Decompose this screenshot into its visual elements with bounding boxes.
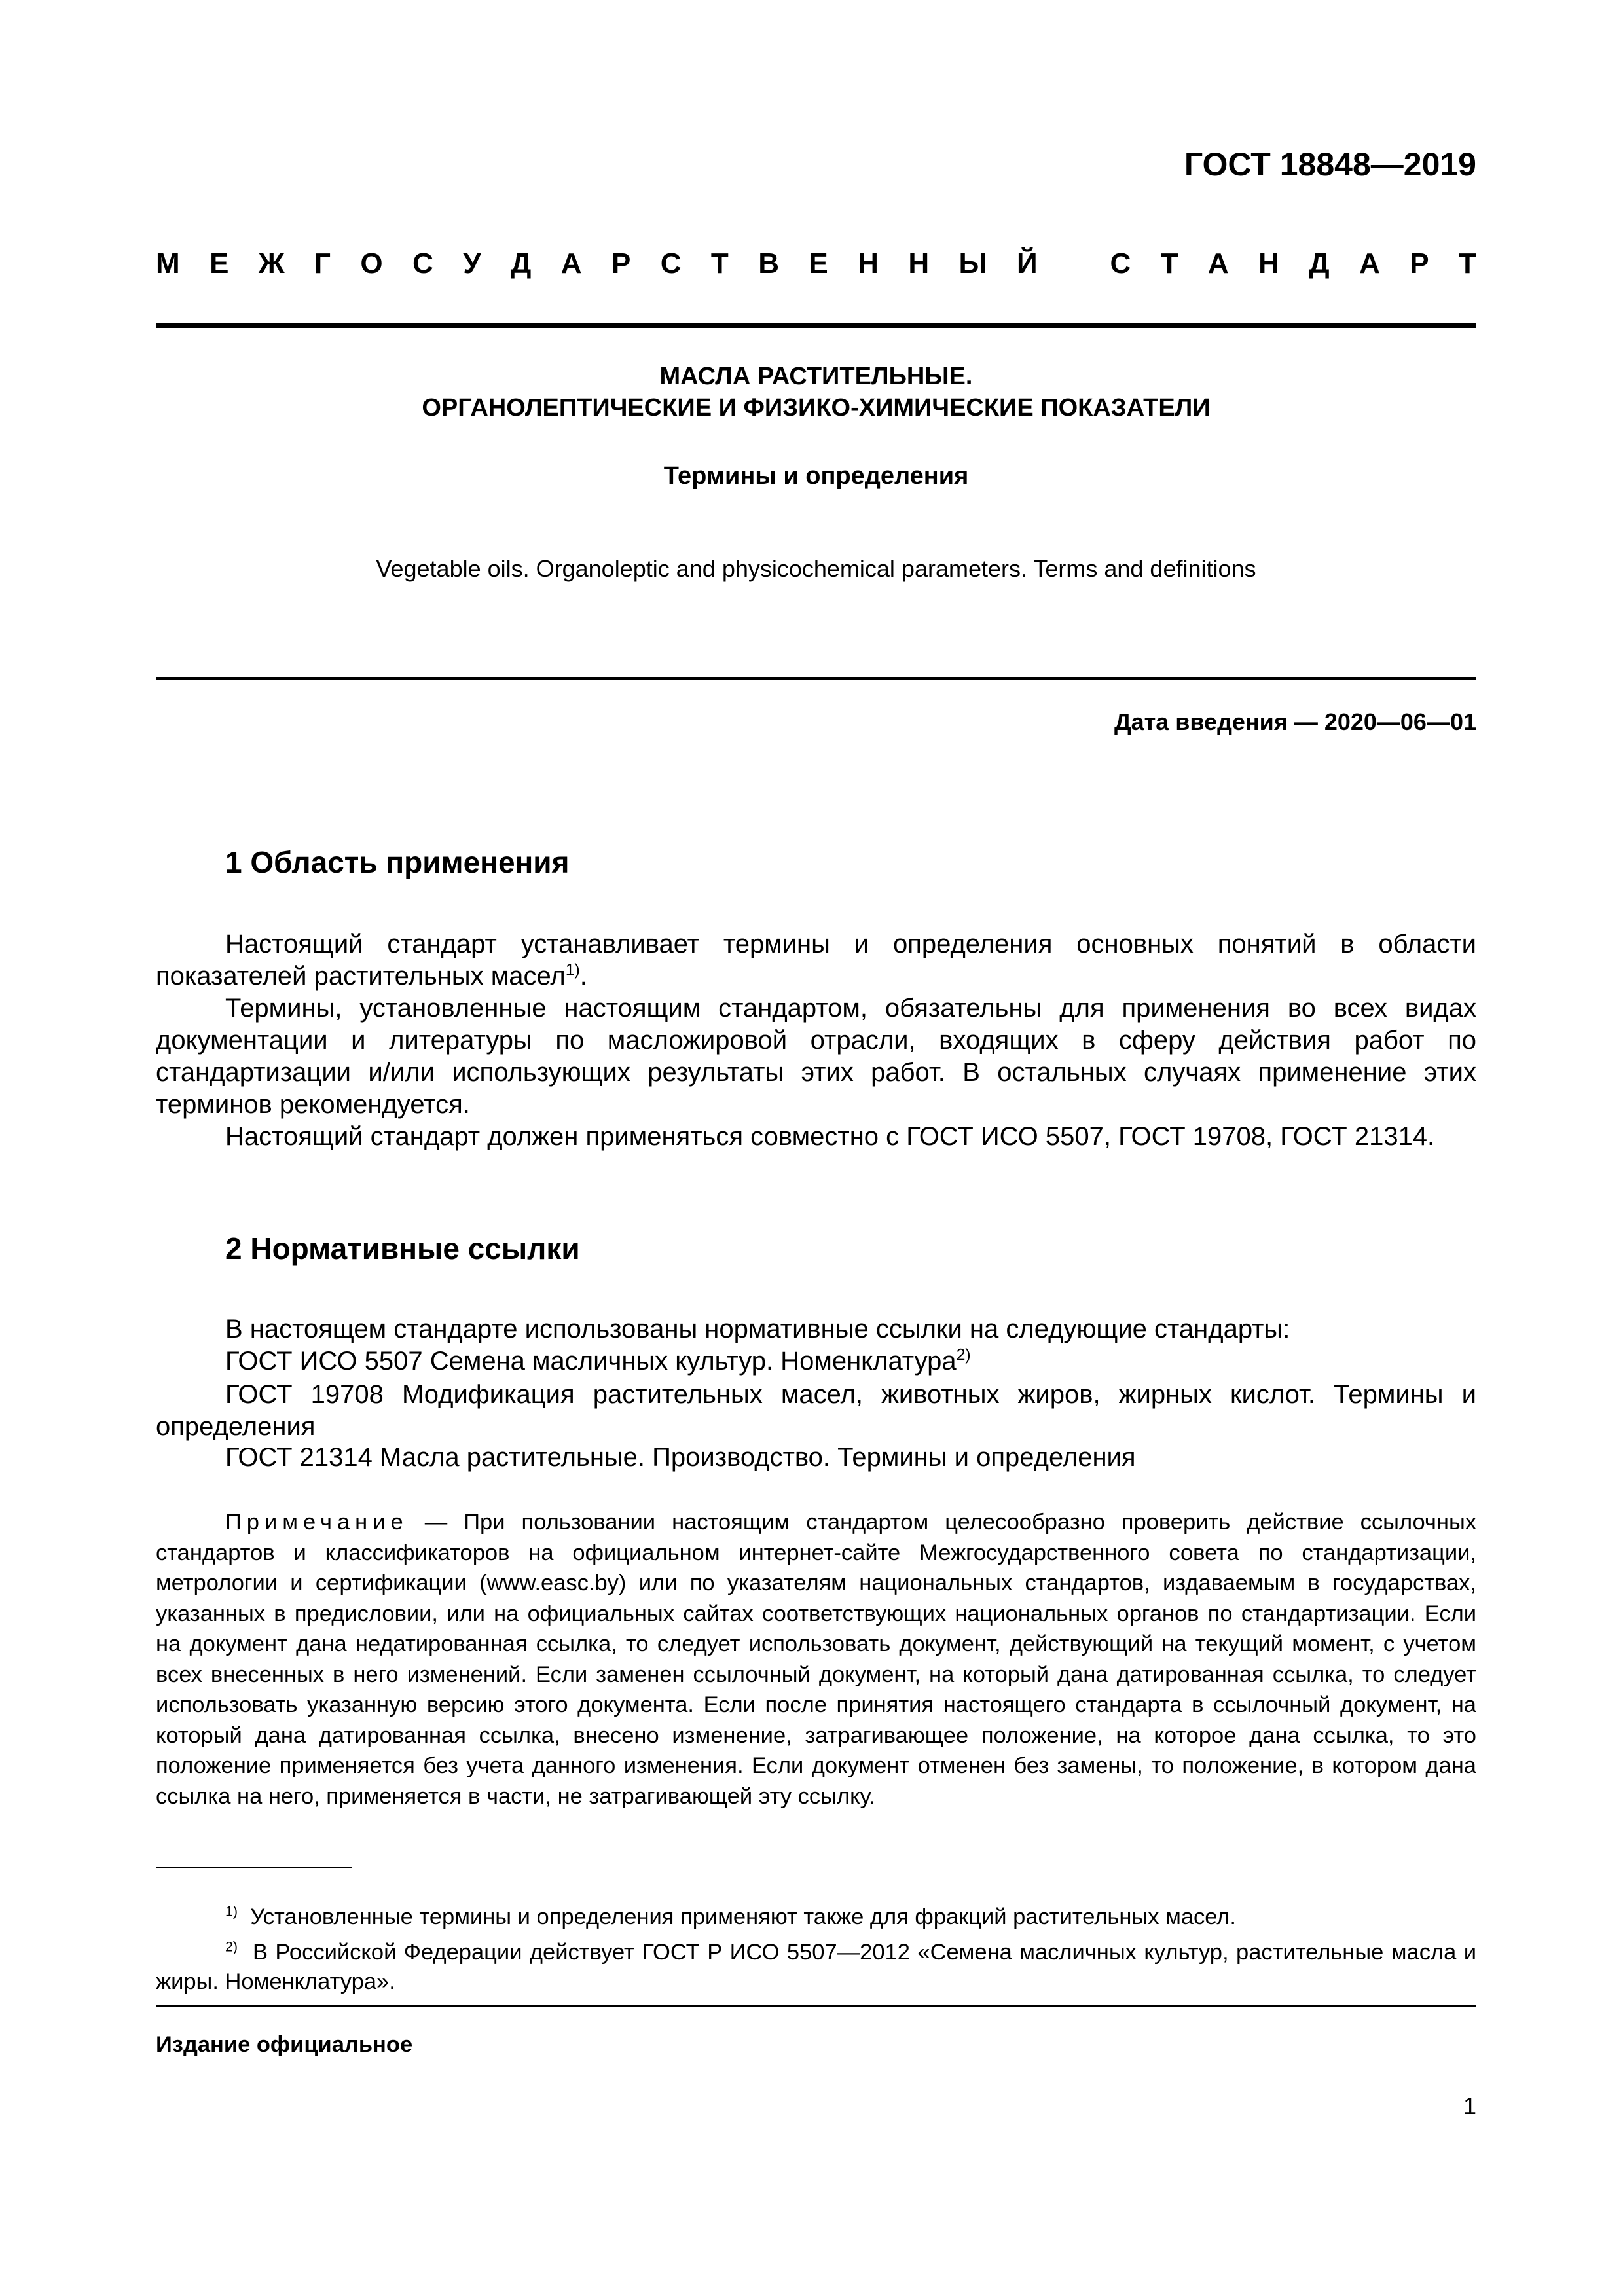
- banner-letter: С: [412, 247, 433, 280]
- title-line-2: ОРГАНОЛЕПТИЧЕСКИЕ И ФИЗИКО-ХИМИЧЕСКИЕ ПОКАЗАТЕЛИ: [422, 394, 1211, 422]
- banner-letter: [1067, 247, 1080, 280]
- banner-letter: Г: [314, 247, 331, 280]
- interstate-standard-banner: [156, 247, 1476, 280]
- banner-letter: В: [758, 247, 779, 280]
- footer-rule: [156, 2005, 1476, 2007]
- title-rule: [156, 677, 1476, 680]
- banner-letter: У: [463, 247, 481, 280]
- banner-letter: С: [660, 247, 682, 280]
- note-label: Примечание: [225, 1510, 409, 1535]
- banner-letter: Р: [611, 247, 631, 280]
- reference-2-text: ГОСТ 19708 Модификация растительных масел, животных жиров, жирных кислот. Термины и определения: [156, 1380, 1476, 1441]
- banner-letter: Т: [1459, 247, 1476, 280]
- section-1-paragraph-1: [156, 928, 1476, 993]
- footnote-separator: [156, 1867, 352, 1868]
- banner-letter: Н: [858, 247, 879, 280]
- reference-1-text: ГОСТ ИСО 5507 Семена масличных культур. Номенклатура: [225, 1347, 957, 1376]
- section-1-heading: 1 Область применения: [225, 845, 570, 879]
- banner-letter: Р: [1410, 247, 1429, 280]
- footnote-2-mark: 2): [225, 1939, 238, 1955]
- banner-letter: Д: [1309, 247, 1330, 280]
- banner-letter: Е: [809, 247, 828, 280]
- reference-3: ГОСТ 21314 Масла растительные. Производство. Термины и определения: [225, 1443, 1136, 1472]
- header-rule: [156, 323, 1476, 328]
- official-edition-label: Издание официальное: [156, 2032, 413, 2057]
- reference-2: [156, 1379, 1476, 1443]
- section-2-intro: В настоящем стандарте использованы нормативные ссылки на следующие стандарты:: [225, 1315, 1290, 1343]
- document-id: ГОСТ 18848—2019: [1184, 146, 1476, 183]
- banner-letter: А: [560, 247, 582, 280]
- footnote-2: [156, 1938, 1476, 1997]
- title-line-1: МАСЛА РАСТИТЕЛЬНЫЕ.: [659, 363, 973, 390]
- banner-letter: Ы: [958, 247, 987, 280]
- banner-letter: Й: [1017, 247, 1038, 280]
- section-1-paragraph-3: [156, 1121, 1476, 1153]
- banner-letter: С: [1110, 247, 1131, 280]
- banner-letter: Д: [510, 247, 532, 280]
- banner-letter: А: [1359, 247, 1380, 280]
- section-1-paragraph-2: [156, 993, 1476, 1121]
- page-number: 1: [1463, 2092, 1476, 2119]
- banner-letter: Е: [210, 247, 229, 280]
- footnote-ref-1: 1): [565, 961, 580, 979]
- note-text: — При пользовании настоящим стандартом целесообразно проверить действие ссылочных стандартов и классификаторов на официальном интернет-сайте Межгосударственного совета по стандартизации, метрологии и сертификации (www.easc.by) или по указателям национальных стандартов, издаваемым в государствах, указанных в предисловии, или на официальных сайтах соответствующих национальных органов по стандартизации. Если на документ дана недатированная ссылка, то следует использовать документ, действующий на текущий момент, с учетом всех внесенных в него изменений. Если заменен ссылочный документ, на который дана датированная ссылка, то следует использовать указанную версию этого документа. Если после принятия настоящего стандарта в ссылочный документ, на который дана датированная ссылка, внесено изменение, затрагивающее положение, на которое дана ссылка, то это положение применяется без учета данного изменения. Если документ отменен без замены, то положение, в котором дана ссылка на него, применяется в части, не затрагивающей эту ссылку.: [156, 1510, 1476, 1809]
- introduction-date: Дата введения — 2020—06—01: [1114, 708, 1476, 735]
- banner-letter: А: [1207, 247, 1229, 280]
- footnote-1-mark: 1): [225, 1903, 238, 1920]
- banner-letter: О: [360, 247, 383, 280]
- banner-letter: Ж: [258, 247, 285, 280]
- s1p1-text: Настоящий стандарт устанавливает термины и определения основных понятий в области показателей растительных масел: [156, 930, 1476, 991]
- title-subtitle: Термины и определения: [663, 462, 969, 490]
- footnote-ref-2: 2): [956, 1346, 971, 1364]
- footnote-1-text: Установленные термины и определения применяют также для фракций растительных масел.: [250, 1904, 1237, 1929]
- footnote-2-text: В Российской Федерации действует ГОСТ Р ИСО 5507—2012 «Семена масличных культур, растительные масла и жиры. Номенклатура».: [156, 1940, 1477, 1994]
- note-paragraph: [156, 1507, 1476, 1812]
- banner-letter: Т: [710, 247, 729, 280]
- s1p1-end: .: [579, 962, 587, 991]
- banner-letter: Т: [1160, 247, 1178, 280]
- banner-letter: Н: [1258, 247, 1279, 280]
- section-2-heading: 2 Нормативные ссылки: [225, 1231, 580, 1266]
- banner-letter: Н: [908, 247, 930, 280]
- english-title: Vegetable oils. Organoleptic and physicochemical parameters. Terms and definitions: [376, 555, 1256, 582]
- footnote-1: [156, 1903, 1476, 1932]
- reference-1: [225, 1347, 971, 1376]
- s1p3-text: Настоящий стандарт должен применяться совместно с ГОСТ ИСО 5507, ГОСТ 19708, ГОСТ 21314.: [225, 1122, 1435, 1151]
- banner-letter: М: [156, 247, 180, 280]
- s1p2-text: Термины, установленные настоящим стандартом, обязательны для применения во всех видах документации и литературы по масложировой отрасли, входящих в сферу действия работ по стандартизации и/или использующих результаты этих работ. В остальных случаях применение этих терминов рекомендуется.: [156, 994, 1476, 1119]
